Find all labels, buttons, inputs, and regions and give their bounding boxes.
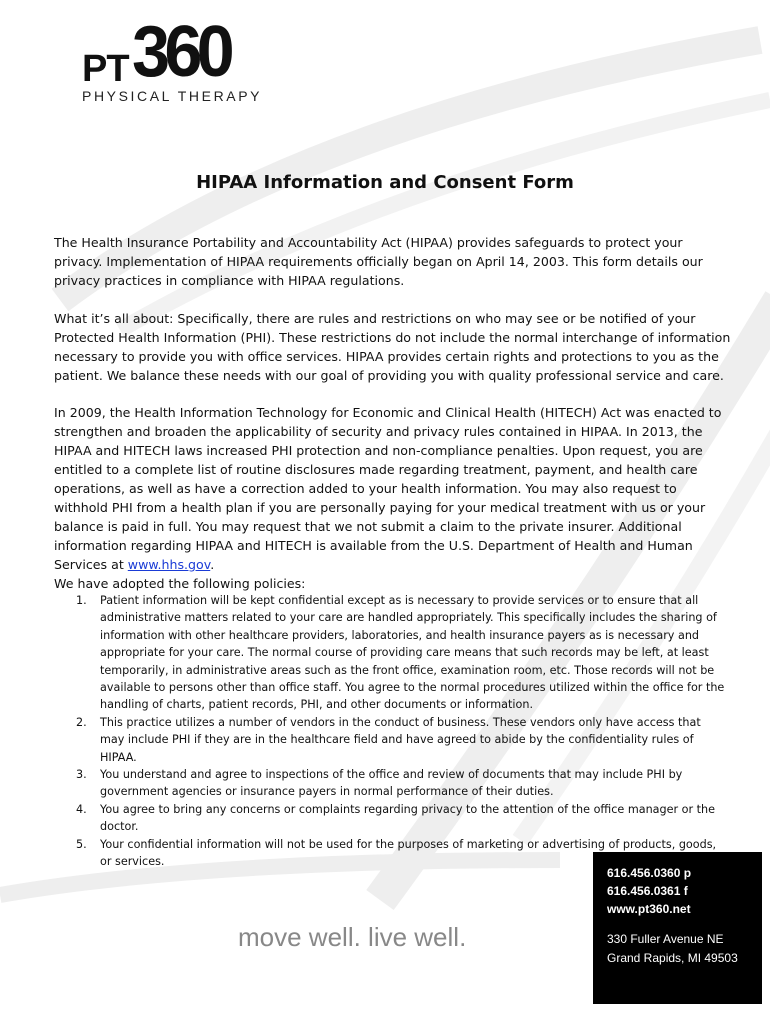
- policy-item: [76, 801, 726, 836]
- contact-web[interactable]: www.pt360.net: [607, 902, 691, 916]
- policy-text: You agree to bring any concerns or complaints regarding privacy to the attention of the office manager or the doctor.: [100, 802, 716, 834]
- policy-item: [76, 592, 726, 714]
- logo-subtitle: PHYSICAL THERAPY: [82, 88, 263, 104]
- logo-number: 360: [132, 12, 230, 92]
- contact-fax: 616.456.0361 f: [607, 884, 688, 898]
- policy-number: 2.: [76, 715, 87, 729]
- hitech-text: In 2009, the Health Information Technology for Economic and Clinical Health (HITECH) Act was enacted to strengthen and broaden the applicability of security and privacy rules contained in HIPAA. In 2013, the HIPAA and HITECH laws increased PHI protection and non-compliance penalties. Upon request, you are entitled to a complete list of routine disclosures made regarding treatment, payment, and health care operations, as well as have a correction added to your health information. You may also request to withhold PHI from a health plan if you are personally paying for your medical treatment with us or your balance is paid in full. You may request that we not submit a claim to the private insurer. Additional information regarding HIPAA and HITECH is available from the U.S. Department of Health and Human Services at: [54, 405, 722, 572]
- policy-number: 4.: [76, 802, 87, 816]
- policy-number: 3.: [76, 768, 87, 782]
- policy-text: You understand and agree to inspections of the office and review of documents that may include PHI by government agencies or insurance payers in normal performance of their duties.: [100, 768, 683, 799]
- tagline: move well. live well.: [238, 922, 467, 952]
- page-title: HIPAA Information and Consent Form: [196, 172, 574, 193]
- contact-address-line1: 330 Fuller Avenue NE: [607, 932, 724, 946]
- logo-prefix: PT: [82, 48, 129, 90]
- hitech-paragraph: [54, 403, 734, 574]
- brand-logo: [80, 12, 270, 108]
- intro-paragraph: The Health Insurance Portability and Accountability Act (HIPAA) provides safeguards to protect your privacy. Implementation of HIPAA requirements officially began on April 14, 2003. This form details our privacy practices in compliance with HIPAA regulations.: [54, 235, 703, 288]
- policy-item: [76, 766, 726, 801]
- contact-box: [593, 852, 762, 1004]
- contact-phone: 616.456.0360 p: [607, 866, 692, 880]
- policies-list: [76, 592, 726, 871]
- contact-address-line2: Grand Rapids, MI 49503: [607, 951, 738, 965]
- policy-text: Your confidential information will not be used for the purposes of marketing or advertising of products, goods, or services.: [100, 837, 717, 869]
- policy-item: [76, 714, 726, 766]
- hhs-link[interactable]: www.hhs.gov: [127, 557, 211, 572]
- about-paragraph: What it’s all about: Specifically, there are rules and restrictions on who may see or be notified of your Protected Health Information (PHI). These restrictions do not include the normal interchange of information necessary to provide you with office services. HIPAA provides certain rights and protections to you as the patient. We balance these needs with our goal of providing you with quality professional service and care.: [54, 311, 731, 383]
- policies-intro: We have adopted the following policies:: [54, 576, 306, 591]
- policy-text: This practice utilizes a number of vendors in the conduct of business. These vendors only have access that may include PHI if they are in the healthcare field and have agreed to abide by the confidentiality rules of HIPAA.: [100, 715, 701, 764]
- policy-number: 5.: [76, 837, 87, 851]
- policy-number: 1.: [76, 594, 87, 607]
- hitech-end: .: [210, 557, 215, 572]
- policy-text: Patient information will be kept confidential except as is necessary to provide services or to ensure that all administrative matters related to your care are handled appropriately. This specifically includes the sharing of information with other healthcare providers, laboratories, and health insurance payers as is necessary and appropriate for your care. The normal course of providing care means that such records may be left, at least temporarily, in administrative areas such as the front office, examination room, etc. Those records will not be available to persons other than office staff. You agree to the normal procedures utilized within the office for the handling of charts, patient records, PHI, and other documents or information.: [100, 594, 725, 712]
